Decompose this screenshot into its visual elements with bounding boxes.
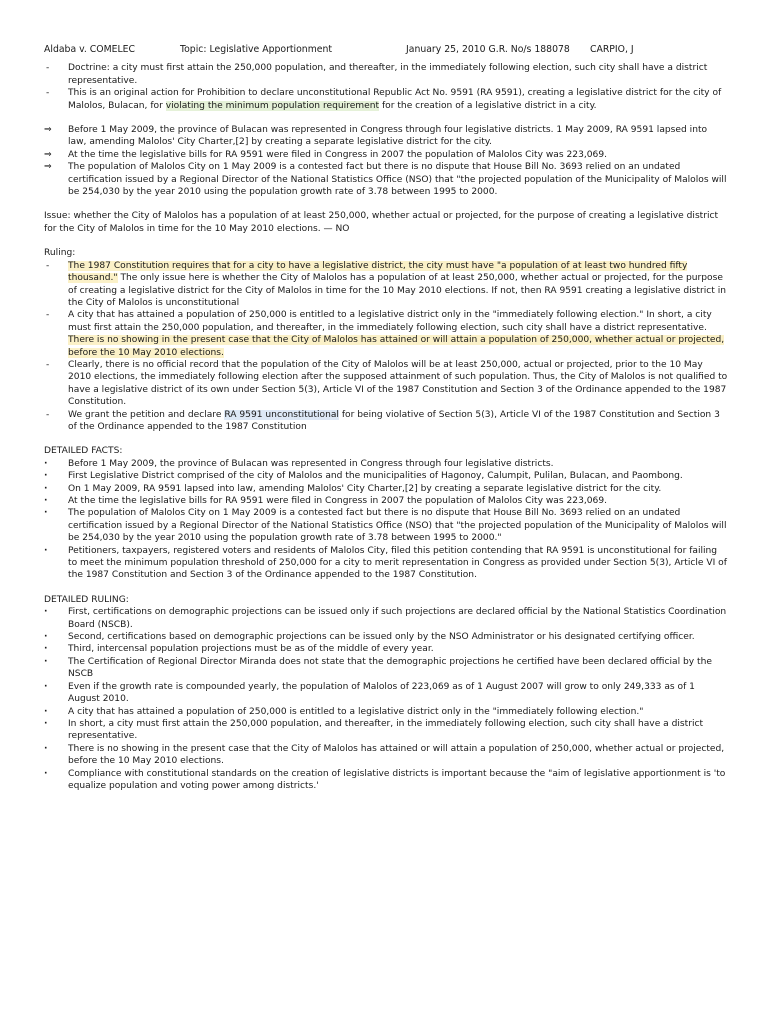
detailed-ruling-list bbox=[44, 606, 728, 792]
detailed-facts-label: DETAILED FACTS: bbox=[44, 446, 123, 457]
action-text-end: for the creation of a legislative district in a city. bbox=[379, 100, 597, 111]
detailed-fact-item: · Petitioners, taxpayers, registered voters and residents of Malolos City, filed this petition contending that RA 9591 is unconstitutional for failing to meet the minimum population threshold of 250,000 for a city to merit representation in Congress as provided under Section 5(3), Article VI of the 1987 Constitution and Section 3 of the Ordinance appended to the 1987 Constitution. bbox=[44, 545, 728, 582]
ruling-text: The only issue here is whether the City of Malolos has a population of at least 250,000, whether actual or projected, for the purpose of creating a legislative district for the City of Malolos in time for the 10 May 2010 elections. If not, then RA 9591 creating a legislative district in the City of Malolos is unconstitutional bbox=[68, 273, 726, 308]
detailed-ruling-item: · There is no showing in the present case that the City of Malolos has attained or will attain a population of 250,000, whether actual or projected, before the 10 May 2010 elections. bbox=[44, 743, 728, 768]
action-text: This is an original action for Prohibition to declare unconstitutional Republic Act No. 9591 (RA 9591), creating a legislative district for the city of Malolos, Bulacan, for bbox=[68, 88, 722, 111]
ruling-list bbox=[44, 260, 728, 434]
detailed-ruling-item: · A city that has attained a population of 250,000 is entitled to a legislative district only in the "immediately following election." bbox=[44, 706, 728, 718]
highlight-text: There is no showing in the present case that the City of Malolos has attained or will attain a population of 250,000, whether actual or projected, before the 10 May 2010 elections. bbox=[68, 335, 725, 358]
detailed-fact-item: · Before 1 May 2009, the province of Bulacan was represented in Congress through four legislative districts. bbox=[44, 458, 728, 470]
ruling-item bbox=[44, 409, 728, 434]
detailed-ruling-item: · Third, intercensal population projections must be as of the middle of every year. bbox=[44, 643, 728, 655]
detailed-ruling-item: · Second, certifications based on demographic projections can be issued only by the NSO Administrator or his designated certifying officer. bbox=[44, 631, 728, 643]
ruling-label: Ruling: bbox=[44, 248, 76, 259]
highlight-text: RA 9591 unconstitutional bbox=[224, 409, 339, 420]
intro-list bbox=[44, 62, 728, 112]
detailed-ruling-item: · Compliance with constitutional standards on the creation of legislative districts is important because the "aim of legislative apportionment is 'to equalize population and voting power among districts.' bbox=[44, 768, 728, 793]
detailed-ruling-item: · The Certification of Regional Director Miranda does not state that the demographic projections he certified have been declared official by the NSCB bbox=[44, 656, 728, 681]
case-ponente: CARPIO, J bbox=[590, 44, 634, 55]
highlight-text: violating the minimum population requirement bbox=[165, 100, 380, 111]
case-date: January 25, 2010 G.R. No/s 188078 bbox=[406, 44, 570, 55]
case-header bbox=[44, 44, 728, 56]
detailed-fact-item: · First Legislative District comprised of the city of Malolos and the municipalities of Hagonoy, Calumpit, Pulilan, Bulacan, and Paombong. bbox=[44, 470, 728, 482]
detailed-ruling-item: · First, certifications on demographic projections can be issued only if such projections are declared official by the National Statistics Coordination Board (NSCB). bbox=[44, 606, 728, 631]
ruling-item: - Clearly, there is no official record that the population of the City of Malolos will be at least 250,000, actual or projected, prior to the 10 May 2010 elections, the immediately following election after the supposed attainment of such population. Thus, the City of Malolos is not qualified to have a legislative district of its own under Section 5(3), Article VI of the 1987 Constitution and Section 3 of the Ordinance appended to the 1987 Constitution. bbox=[44, 359, 728, 409]
facts-summary-list bbox=[44, 124, 728, 198]
ruling-text: for being violative of Section 5(3), Article VI of the 1987 Constitution and Section 3 of the Ordinance appended to the 1987 Constitution bbox=[68, 409, 720, 432]
action-item bbox=[44, 87, 728, 112]
detailed-ruling-item: · In short, a city must first attain the 250,000 population, and thereafter, in the immediately following election, such city shall have a district representative. bbox=[44, 718, 728, 743]
case-title: Aldaba v. COMELEC bbox=[44, 44, 136, 55]
ruling-text: We grant the petition and declare bbox=[68, 409, 225, 420]
detailed-fact-item: · On 1 May 2009, RA 9591 lapsed into law, amending Malolos' City Charter,[2] by creating a separate legislative district for the city. bbox=[44, 483, 728, 495]
detailed-ruling-label: DETAILED RULING: bbox=[44, 594, 129, 605]
ruling-text: A city that has attained a population of 250,000 is entitled to a legislative district only in the "immediately following election." In short, a city must first attain the 250,000 population, and thereafter, in the immediately following election, such city shall have a district representative. bbox=[68, 310, 712, 333]
ruling-item bbox=[44, 309, 728, 359]
fact-item: ⇒ Before 1 May 2009, the province of Bulacan was represented in Congress through four legislative districts. 1 May 2009, RA 9591 lapsed into law, amending Malolos' City Charter,[2] by creating a separate legislative district for the city. bbox=[44, 124, 728, 149]
ruling-item bbox=[44, 260, 728, 310]
fact-item: ⇒ At the time the legislative bills for RA 9591 were filed in Congress in 2007 the population of Malolos City was 223,069. bbox=[44, 149, 728, 161]
detailed-fact-item: · At the time the legislative bills for RA 9591 were filed in Congress in 2007 the population of Malolos City was 223,069. bbox=[44, 495, 728, 507]
detailed-fact-item: · The population of Malolos City on 1 May 2009 is a contested fact but there is no dispute that House Bill No. 3693 relied on an undated certification issued by a Regional Director of the National Statistics Office (NSO) that "the projected population of the Municipality of Malolos will be 254,030 by the year 2010 using the population growth rate of 3.78 between 1995 to 2000." bbox=[44, 507, 728, 544]
case-topic: Topic: Legislative Apportionment bbox=[180, 44, 333, 55]
issue-text: Issue: whether the City of Malolos has a population of at least 250,000, whether actual or projected, for the purpose of creating a legislative district for the City of Malolos in time for the 10 May 2010 elections. — NO bbox=[44, 211, 719, 234]
highlight-text: The 1987 Constitution requires that for a city to have a legislative district, the city must have "a population of at least two hundred fifty thousand." bbox=[68, 260, 688, 284]
detailed-facts-list bbox=[44, 458, 728, 582]
fact-item: ⇒ The population of Malolos City on 1 May 2009 is a contested fact but there is no dispute that House Bill No. 3693 relied on an undated certification issued by a Regional Director of the National Statistics Office (NSO) that "the projected population of the Municipality of Malolos will be 254,030 by the year 2010 using the population growth rate of 3.78 between 1995 to 2000. bbox=[44, 161, 728, 198]
detailed-ruling-item: · Even if the growth rate is compounded yearly, the population of Malolos of 223,069 as of 1 August 2007 will grow to only 249,333 as of 1 August 2010. bbox=[44, 681, 728, 706]
doctrine-item: - Doctrine: a city must first attain the 250,000 population, and thereafter, in the immediately following election, such city shall have a district representative. bbox=[44, 62, 728, 87]
